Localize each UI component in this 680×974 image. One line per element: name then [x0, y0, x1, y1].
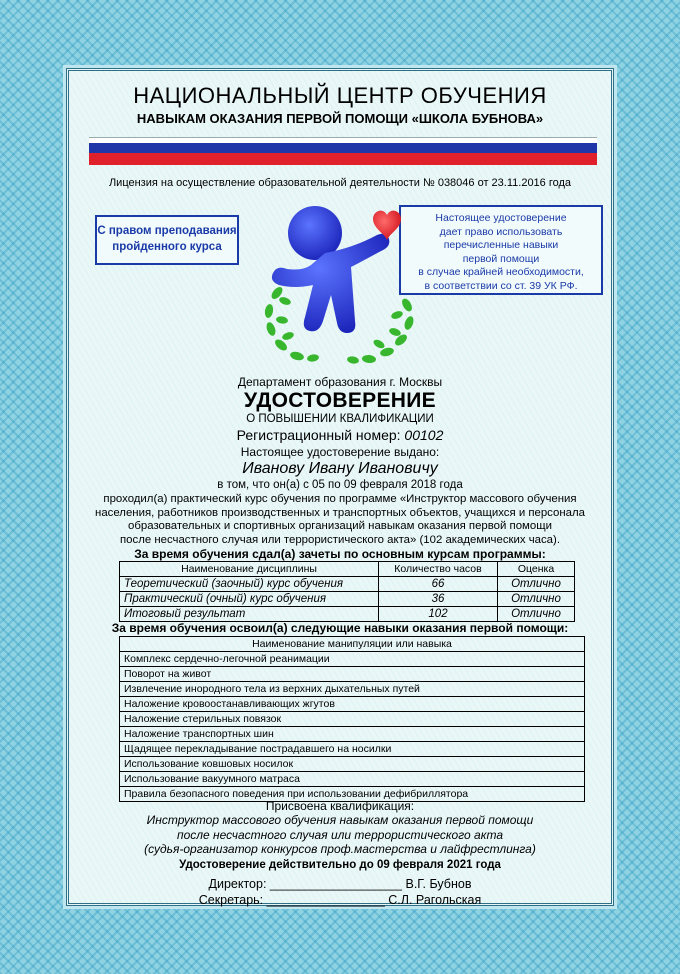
department-text: Департамент образования г. Москвы — [237, 375, 443, 389]
study-period: в том, что он(а) с 05 по 09 февраля 2018 года — [217, 479, 463, 491]
course-grade: Отлично — [498, 592, 575, 607]
registration-label: Регистрационный номер: — [236, 427, 405, 443]
registration-line — [69, 427, 611, 443]
recipient-name: Иванову Ивану Ивановичу — [242, 460, 438, 477]
table-row — [120, 742, 585, 757]
course-hours: 66 — [379, 577, 498, 592]
badge-right-line: в случае крайней необходимости, — [418, 266, 584, 278]
table-row — [120, 712, 585, 727]
table-row — [120, 607, 575, 622]
course-name: Итоговый результат — [120, 607, 379, 622]
signature-blank: _________________ — [266, 893, 385, 907]
table-row — [120, 652, 585, 667]
table-row — [120, 682, 585, 697]
flag-stripe-blue — [89, 143, 597, 153]
column-header: Количество часов — [379, 562, 498, 577]
center-title: НАЦИОНАЛЬНЫЙ ЦЕНТР ОБУЧЕНИЯ — [133, 83, 547, 108]
table-row — [120, 727, 585, 742]
course-hours: 102 — [379, 607, 498, 622]
skill-item: Использование ковшовых носилок — [120, 757, 585, 772]
director-name: В.Г. Бубнов — [402, 877, 472, 891]
signature-blank: ___________________ — [269, 877, 403, 891]
validity-text: Удостоверение действительно до 09 февраля 2021 года — [179, 859, 501, 871]
skill-item: Наложение стерильных повязок — [120, 712, 585, 727]
skill-item: Комплекс сердечно-легочной реанимации — [120, 652, 585, 667]
document-type: УДОСТОВЕРЕНИЕ — [244, 389, 436, 412]
skill-item: Правила безопасного поведения при использовании дефибриллятора — [120, 787, 585, 802]
table-row — [120, 592, 575, 607]
center-subtitle: НАВЫКАМ ОКАЗАНИЯ ПЕРВОЙ ПОМОЩИ «ШКОЛА БУБНОВА» — [136, 111, 544, 126]
badge-left-line: С правом преподавания — [97, 225, 237, 237]
skill-item: Наложение кровоостанавливающих жгутов — [120, 697, 585, 712]
badge-right-line: перечисленные навыки — [443, 239, 559, 251]
qualification-line: (судья-организатор конкурсов проф.мастерства и лайфрестлинга) — [144, 842, 536, 856]
skill-item: Щадящее перекладывание пострадавшего на носилки — [120, 742, 585, 757]
skills-header-row — [120, 637, 585, 652]
document-subtype: О ПОВЫШЕНИИ КВАЛИФИКАЦИИ — [246, 413, 434, 425]
table-row — [120, 757, 585, 772]
courses-heading: За время обучения сдал(а) зачеты по основным курсам программы: — [134, 547, 546, 561]
skill-item: Извлечение инородного тела из верхних дыхательных путей — [120, 682, 585, 697]
badge-right-line: в соответствии со ст. 39 УК РФ. — [424, 279, 578, 292]
skills-table — [119, 636, 585, 802]
director-signature-line — [69, 877, 611, 891]
table-row — [120, 772, 585, 787]
program-description — [69, 493, 611, 547]
secretary-label: Секретарь: — [198, 893, 267, 907]
flag-stripe-red — [89, 153, 597, 165]
table-row — [120, 697, 585, 712]
issued-to-text: Настоящее удостоверение выдано: — [240, 445, 440, 459]
program-line: проходил(а) практический курс обучения по программе «Инструктор массового обучения — [103, 493, 577, 505]
registration-number: 00102 — [404, 427, 444, 443]
qualification-line: Инструктор массового обучения навыкам оказания первой помощи — [146, 813, 534, 827]
qualification-line: после несчастного случая или террористического акта — [176, 827, 504, 842]
school-emblem-icon — [255, 193, 425, 371]
skill-item: Использование вакуумного матраса — [120, 772, 585, 787]
secretary-name: С.Л. Рагольская — [384, 893, 482, 907]
program-line: образовательных и спортивных организаций навыкам оказания первой помощи — [128, 520, 552, 532]
table-row — [120, 577, 575, 592]
courses-table — [119, 561, 575, 622]
program-line: населения, работников производственных и транспортных объектов, учащихся и персонала — [95, 506, 585, 519]
badge-left-line: пройденного курса — [112, 241, 222, 253]
table-row — [120, 667, 585, 682]
course-hours: 36 — [379, 592, 498, 607]
badge-right-line: дает право использовать — [439, 225, 563, 238]
skill-item: Поворот на живот — [120, 667, 585, 682]
secretary-signature-line — [69, 893, 611, 907]
badge-right-line: первой помощи — [462, 252, 540, 265]
qualification-text — [69, 813, 611, 857]
course-grade: Отлично — [498, 577, 575, 592]
qualification-label: Присвоена квалификация: — [265, 799, 415, 813]
program-line: после несчастного случая или террористического акта» (102 академических часа). — [120, 533, 560, 546]
legal-notice-badge — [399, 205, 603, 295]
badge-right-line: Настоящее удостоверение — [435, 212, 567, 224]
course-name: Теоретический (заочный) курс обучения — [120, 577, 379, 592]
skill-item: Наложение транспортных шин — [120, 727, 585, 742]
certificate-inner-frame — [66, 68, 614, 906]
course-grade: Отлично — [498, 607, 575, 622]
teaching-right-badge — [95, 215, 239, 265]
courses-header-row — [120, 562, 575, 577]
column-header: Наименование дисциплины — [120, 562, 379, 577]
licence-text: Лицензия на осуществление образовательной деятельности № 038046 от 23.11.2016 года — [108, 177, 572, 189]
skills-heading: За время обучения освоил(а) следующие навыки оказания первой помощи: — [111, 621, 569, 635]
course-name: Практический (очный) курс обучения — [120, 592, 379, 607]
director-label: Директор: — [208, 877, 270, 891]
column-header: Оценка — [498, 562, 575, 577]
column-header: Наименование манипуляции или навыка — [120, 637, 585, 652]
